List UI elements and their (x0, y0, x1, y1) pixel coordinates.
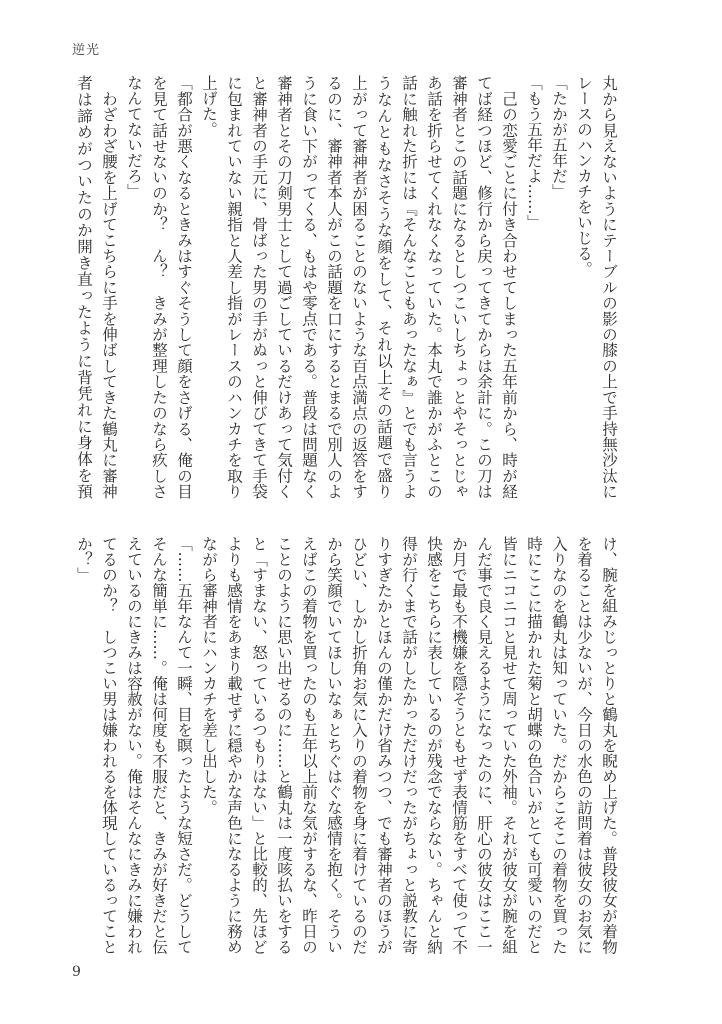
text-column: 話に触れた折には『そんなこともあったなぁ』とでも言うよ (400, 75, 418, 499)
running-head-title: 逆光 (72, 43, 101, 58)
text-column: を着ることは少ないが、今日の水色の訪問着は彼女のお気に (575, 536, 593, 955)
text-column: 上げた。 (200, 75, 218, 137)
text-column: に包まれていない親指と人差し指がレースのハンカチを取り (225, 75, 243, 499)
text-column: うに食い下がってくる、もはや零点である。普段は問題なく (300, 75, 318, 499)
text-column: てるのか？ しつこい男は嫌われるを体現しているってこと (100, 536, 118, 955)
text-column: りすぎたかとほんの僅かだけ省みつつ、でも審神者のほうが (375, 536, 393, 955)
text-column: を見て話せないのか？ ん？ きみが整理したのなら疚しさ (150, 75, 168, 499)
text-column: えばこの着物を買ったのも五年以上前な気がするな、昨日の (300, 536, 318, 955)
text-column: け、腕を組みじっとりと鶴丸を睨め上げた。普段彼女が着物 (600, 536, 618, 955)
text-column: 入りなのを鶴丸は知っていた。だからこそこの着物を買った (550, 536, 568, 955)
text-column: 時にここに描かれた菊と胡蝶の色合いがとても可愛いのだと (525, 536, 543, 955)
text-column: 「……五年なんて一瞬、目を瞑ったような短さだ。どうして (175, 536, 193, 955)
text-column: 「もう五年だよ……」 (525, 75, 543, 230)
text-column: るのに、審神者本人がこの話題を口にするとまるで別人のよ (325, 75, 343, 499)
text-column: か？」 (75, 536, 93, 583)
text-column: 上がって審神者が困ることのないような百点満点の返答をす (350, 75, 368, 499)
text-column: 者は諦めがついたのか開き直ったように背凭れに身体を預 (75, 75, 93, 499)
text-column: 審神者とその刀剣男士として過ごしているだけあって気付く (275, 75, 293, 499)
page-number: 9 (72, 964, 81, 980)
text-column: か月で最も不機嫌を隠そうともせず表情筋をすべて使って不 (450, 536, 468, 955)
text-column: あ話を折らせてくれなくなっていた。本丸で誰かがふとこの (425, 75, 443, 499)
text-column: から笑顔でいてほしいなぁとちぐはぐな感情を抱く。そうい (325, 536, 343, 955)
text-column: ながら審神者にハンカチを差し出した。 (200, 536, 218, 815)
upper-text-block (71, 75, 621, 499)
text-column: えているのにきみは容赦がない。俺はそんなにきみに嫌われ (125, 536, 143, 955)
text-column: 審神者とこの話題になるとしつこいしちょっとやそっとじゃ (450, 75, 468, 499)
text-column: なんてないだろ」 (125, 75, 143, 199)
text-column: 「たかが五年だ」 (550, 75, 568, 199)
text-column: んだ事で良く見えるようになったのに、肝心の彼女はここ一 (475, 536, 493, 955)
text-column: 己の恋愛ごとに付き合わせてしまった五年前から、時が経 (500, 75, 518, 499)
text-column: と「すまない、怒っているつもりはない」と比較的、先ほど (250, 536, 268, 955)
text-column: わざわざ腰を上げてこちらに手を伸ばしてきた鶴丸に審神 (100, 75, 118, 499)
text-column: レースのハンカチをいじる。 (575, 75, 593, 277)
text-column: 丸から見えないようにテーブルの影の膝の上で手持無沙汰に (600, 75, 618, 500)
text-column: てば経つほど、修行から戻ってきてからは余計に。この刀は (475, 75, 493, 499)
text-column: うなんともなさそうな顔をして、それ以上その話題で盛り (375, 75, 393, 499)
text-column: そんな簡単に……。俺は何度も不服だと、きみが好きだと伝 (150, 536, 168, 955)
text-column: 得が行くまで話がしたかっただけだったがちょっと説教に寄 (400, 536, 418, 955)
lower-text-block (71, 536, 621, 955)
text-column: ことのように思い出せるのに……と鶴丸は一度咳払いをする (275, 536, 293, 955)
text-column: 「都合が悪くなるときみはすぐそうして顔をさげる、俺の目 (175, 75, 193, 499)
text-column: ひどい、しかし折角お気に入りの着物を身に着けているのだ (350, 536, 368, 955)
text-column: 快感をこちらに表しているのが残念でならない。ちゃんと納 (425, 536, 443, 955)
text-column: 皆にニコニコと見せて周っていた外袖。それが彼女が腕を組 (500, 536, 518, 955)
text-column: よりも感情をあまり載せずに穏やかな声色になるように務め (225, 536, 243, 955)
text-column: と審神者の手元に、骨ばった男の手がぬっと伸びてきて手袋 (250, 75, 268, 499)
